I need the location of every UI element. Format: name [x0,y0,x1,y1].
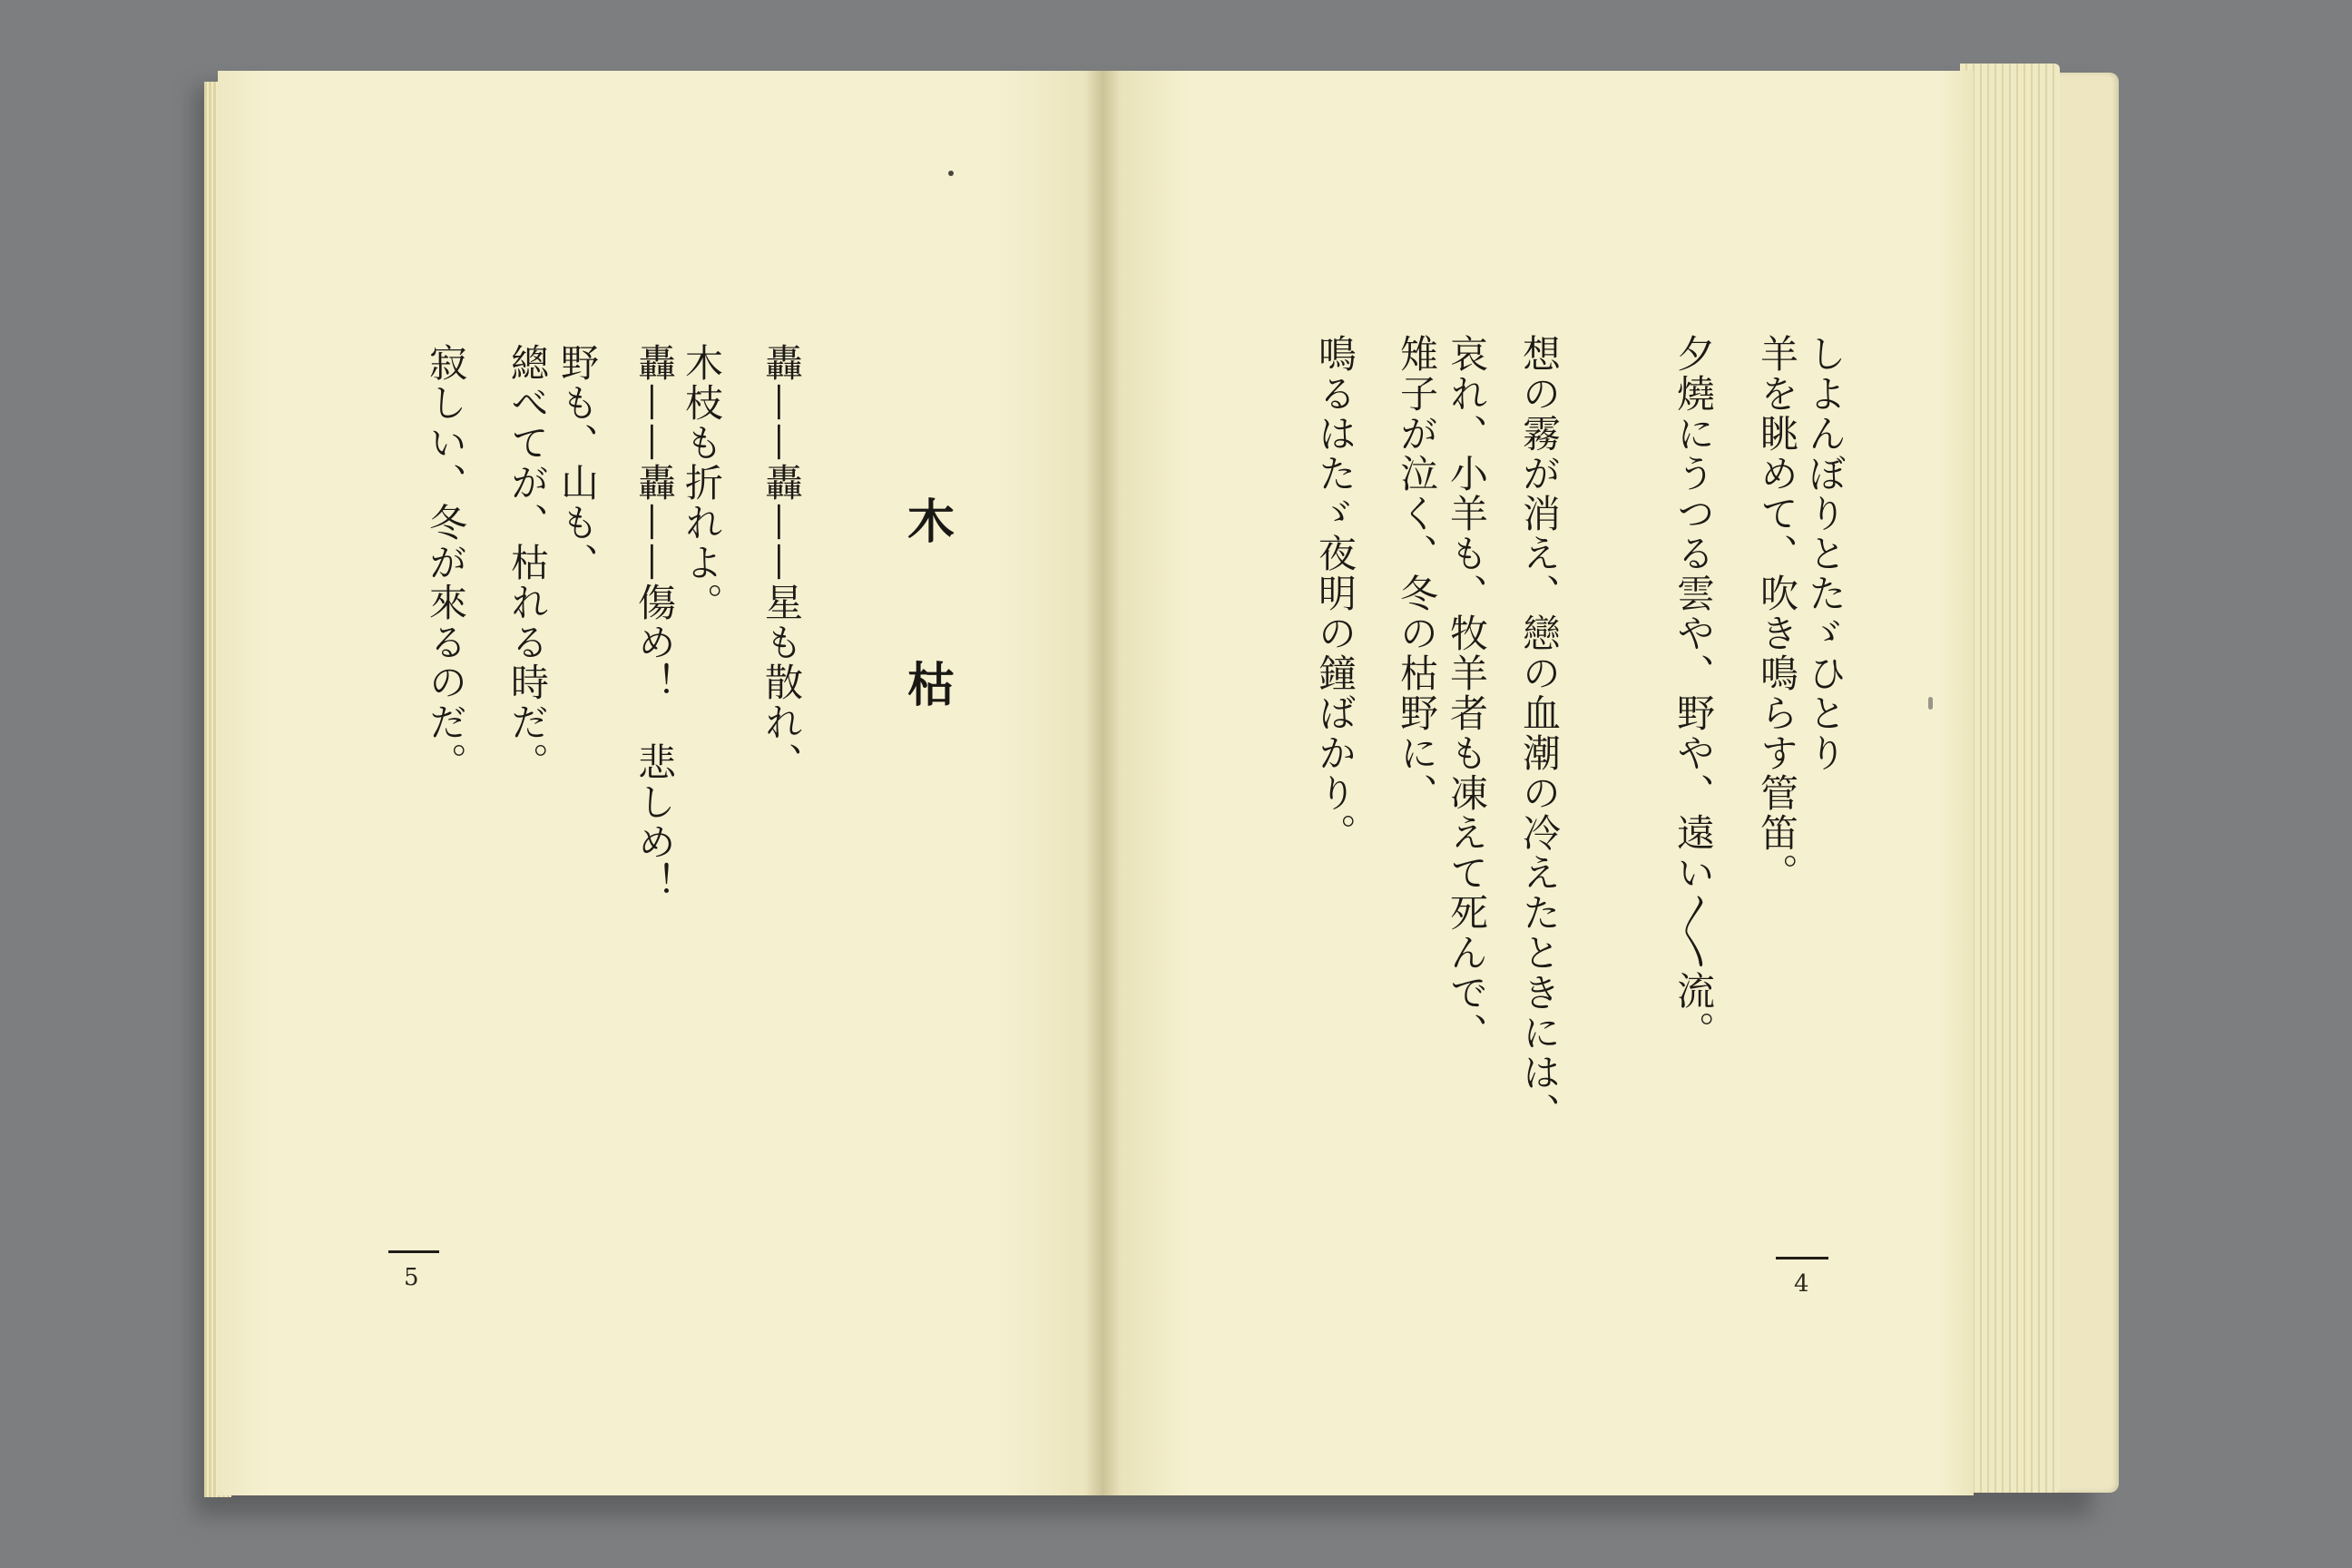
book-gutter [1084,71,1121,1495]
page-number: 5 [404,1264,419,1291]
paper-speck [948,171,954,176]
poem-line: 想の霧が消え、戀の血潮の冷えたときには、 [1517,334,1562,1132]
poem-line: 鳴るはたゞ夜明の鐘ばかり。 [1313,334,1357,853]
page-number-rule [388,1250,439,1253]
left-page [218,71,1102,1495]
poem-line: 羊を眺めて、吹き鳴らす管笛。 [1755,334,1799,893]
poem-line: 總べてが、枯れる時だ。 [505,343,550,782]
poem-line: 哀れ、小羊も、牧羊者も凍えて死んで、 [1445,334,1489,1053]
poem-line: 夕燒にうつる雲や、野や、遠い〳〵流。 [1671,334,1716,1051]
poem-title-char-1: 木 [907,495,956,550]
poem-line: しよんぼりとたゞひとり [1803,334,1847,773]
poem-line: 雉子が泣く、冬の枯野に、 [1395,334,1439,813]
page-stack-edge [1960,64,2060,1493]
page-number-rule [1776,1257,1828,1259]
poem-line: 轟——轟——星も散れ、 [760,343,804,782]
poem-title-char-2: 枯 [907,658,956,713]
page-number: 4 [1794,1270,1809,1298]
paper-mark [1928,697,1933,710]
poem-line: 木枝も折れよ。 [680,343,724,622]
right-page [1102,71,1974,1495]
poem-line: 野も、山も、 [555,343,600,583]
poem-line: 寂しい、冬が來るのだ。 [424,343,468,782]
poem-line: 轟——轟——傷め！ 悲しめ！ [632,343,677,902]
